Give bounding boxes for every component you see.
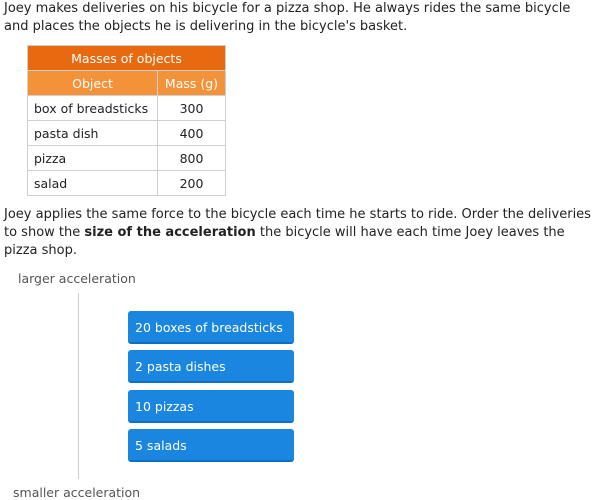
- tile-20-boxes-of-breadsticks[interactable]: 20 boxes of breadsticks: [128, 311, 294, 344]
- table-caption-row: [28, 46, 226, 71]
- tile-10-pizzas[interactable]: 10 pizzas: [128, 390, 294, 423]
- header-object: Object: [28, 71, 158, 96]
- larger-acceleration-label: larger acceleration: [18, 271, 136, 286]
- cell-object: salad: [28, 171, 158, 196]
- cell-mass: 200: [158, 171, 226, 196]
- question-part2: the bicycle will have each time Joey leaves the pizza shop.: [4, 225, 565, 258]
- question-text: [4, 206, 600, 260]
- question-part1: Joey applies the same force to the bicycle each time he starts to ride. Order the deliveries to show the: [4, 207, 591, 240]
- table-row: [28, 121, 226, 146]
- tile-2-pasta-dishes[interactable]: 2 pasta dishes: [128, 350, 294, 383]
- masses-table: [27, 45, 226, 196]
- smaller-acceleration-label: smaller acceleration: [13, 485, 141, 500]
- ordering-axis-line: [78, 293, 79, 479]
- cell-mass: 300: [158, 96, 226, 121]
- table-row: [28, 96, 226, 121]
- tile-5-salads[interactable]: 5 salads: [128, 429, 294, 462]
- question-emphasis: size of the acceleration: [84, 225, 256, 240]
- table-header-row: [28, 71, 226, 96]
- cell-object: pizza: [28, 146, 158, 171]
- cell-object: box of breadsticks: [28, 96, 158, 121]
- table-row: [28, 146, 226, 171]
- intro-text: Joey makes deliveries on his bicycle for a pizza shop. He always rides the same bicycle and places the objects he is delivering in the bicycle's basket.: [4, 1, 571, 34]
- header-mass: Mass (g): [158, 71, 226, 96]
- cell-object: pasta dish: [28, 121, 158, 146]
- cell-mass: 400: [158, 121, 226, 146]
- table-row: [28, 171, 226, 196]
- table-caption: Masses of objects: [28, 46, 226, 71]
- cell-mass: 800: [158, 146, 226, 171]
